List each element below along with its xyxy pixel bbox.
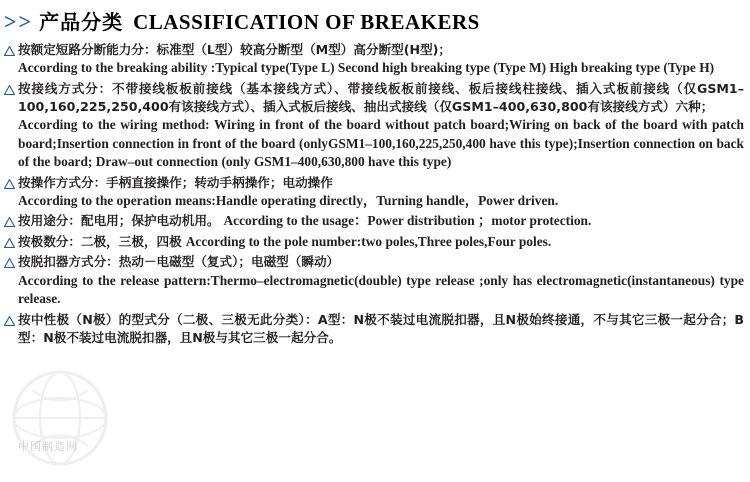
item-cn-text: 按中性极（N极）的型式分（二极、三极无此分类）：A型：N极不装过电流脱扣器，且N极始终接通，不与其它三极一起分合；B型：N极不装过电流脱扣器，且N极与其它三极一起分合。: [18, 311, 744, 345]
classification-list: [0, 39, 750, 347]
page-title-en: CLASSIFICATION OF BREAKERS: [133, 10, 480, 34]
item-cn-text: 按额定短路分断能力分：标准型（L型）较高分断型（M型）高分断型(H型)；: [18, 42, 452, 57]
item-cn-text: 按极数分：二极，三极，四极: [18, 233, 182, 249]
item-cn-text: 按脱扣器方式分：热动－电磁型（复式）；电磁型（瞬动）: [18, 254, 340, 270]
triangle-bullet-icon: [4, 233, 18, 248]
triangle-bullet-icon: [4, 253, 18, 268]
item-en-text: According to the operation means:Handle operating directly，Turning handle，Power driven.: [18, 192, 559, 208]
page-title-cn: 产品分类: [39, 10, 124, 34]
item-en-text: According to the pole number:two poles,Three poles,Four poles.: [185, 233, 552, 249]
triangle-bullet-icon: [4, 41, 18, 56]
triangle-bullet-icon: [4, 212, 18, 227]
item-cn-text: 按用途分：配电用；保护电动机用。: [18, 213, 220, 229]
item-cn-text: 按操作方式分：手柄直接操作；转动手柄操作；电动操作: [18, 174, 333, 190]
list-item: [4, 41, 744, 78]
globe-watermark-icon: [2, 360, 122, 480]
list-item: [4, 253, 744, 308]
triangle-bullet-icon: [4, 80, 18, 95]
item-en-text: According to the release pattern:Thermo–electromagnetic(double) type release ;only has electromagnetic(instantaneous) type release.: [18, 272, 744, 307]
triangle-bullet-icon: [4, 311, 18, 326]
page-title: [0, 0, 750, 39]
item-en-text: According to the wiring method: Wiring in front of the board without patch board;Wiring on back of the board with patch board;Insertion connection in front of the board (onlyGSM1–100,160,225,250,400 have this type);Insertion connection on back of the board; Draw–out connection (only GSM1–400,630,800 have this type): [18, 117, 744, 170]
triangle-bullet-icon: [4, 174, 18, 189]
list-item: [4, 233, 744, 252]
item-en-text: According to the usage：Power distribution ；motor protection.: [223, 213, 592, 229]
list-item: [4, 311, 744, 347]
item-cn-text: 按接线方式分：不带接线板板前接线（基本接线方式）、带接线板板前接线、板后接线柱接线、插入式板前接线（仅GSM1–100,160,225,250,400有该接线方式）、插入式板后接线、抽出式接线（仅GSM1–400,630,800有该接线方式）六种；: [18, 80, 744, 114]
list-item: [4, 212, 744, 231]
list-item: [4, 80, 744, 172]
chevron-right-icon: >>: [4, 9, 34, 34]
item-en-text: According to the breaking ability :Typical type(Type L) Second high breaking type (Type M) High breaking type (Type H): [18, 60, 715, 76]
watermark-text: 中国制造网: [18, 441, 78, 453]
list-item: [4, 174, 744, 211]
